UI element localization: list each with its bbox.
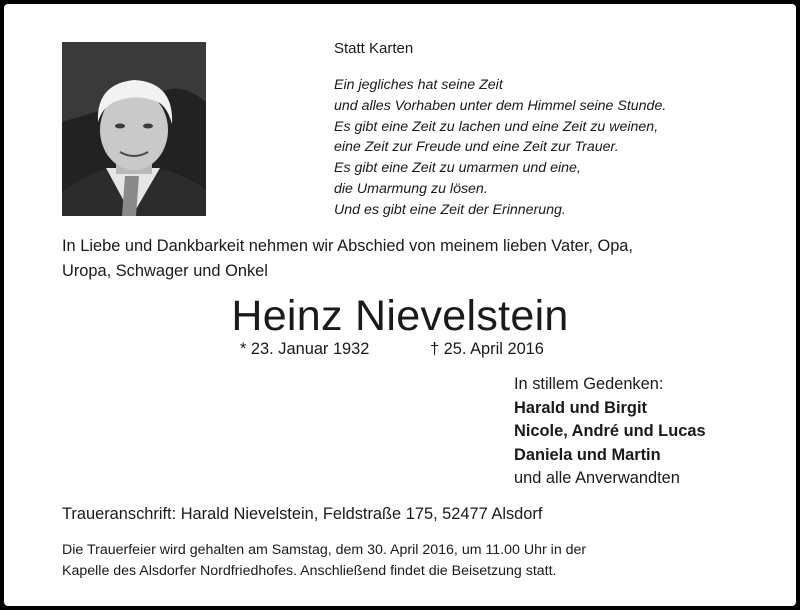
obituary-card — [4, 4, 796, 606]
deceased-name: Heinz Nievelstein — [231, 292, 569, 340]
mourners-closing: und alle Anverwandten — [514, 469, 680, 487]
poem-line: Ein jegliches hat seine Zeit — [334, 77, 503, 93]
poem-line: eine Zeit zur Freude und eine Zeit zur Trauer. — [334, 139, 619, 156]
poem-line: Und es gibt eine Zeit der Erinnerung. — [334, 201, 566, 218]
statt-karten-label: Statt Karten — [334, 40, 414, 57]
intro-line: Uropa, Schwager und Onkel — [62, 262, 268, 280]
poem-line: Es gibt eine Zeit zu umarmen und eine, — [334, 160, 581, 177]
mourning-address: Traueranschrift: Harald Nievelstein, Feldstraße 175, 52477 Alsdorf — [62, 505, 543, 523]
portrait-photo — [62, 42, 206, 216]
poem-line: die Umarmung zu lösen. — [334, 180, 488, 197]
funeral-line: Die Trauerfeier wird gehalten am Samstag, dem 30. April 2016, um 11.00 Uhr in der — [62, 542, 587, 558]
intro-line: In Liebe und Dankbarkeit nehmen wir Abschied von meinem lieben Vater, Opa, — [62, 237, 633, 255]
mourners-heading: In stillem Gedenken: — [514, 375, 664, 393]
intro-text — [62, 234, 762, 284]
portrait-illustration — [62, 42, 206, 216]
death-date: † 25. April 2016 — [430, 340, 544, 358]
funeral-notice — [62, 540, 740, 582]
birth-date: * 23. Januar 1932 — [240, 340, 370, 358]
poem-line: und alles Vorhaben unter dem Himmel seine Stunde. — [334, 97, 667, 114]
funeral-line: Kapelle des Alsdorfer Nordfriedhofes. Anschließend findet die Beisetzung statt. — [62, 563, 557, 579]
mourner-name: Harald und Birgit — [514, 398, 647, 417]
poem — [334, 75, 666, 221]
mourner-name: Nicole, André und Lucas — [514, 422, 706, 440]
mourners-block — [514, 373, 706, 491]
mourner-name: Daniela und Martin — [514, 445, 661, 464]
poem-line: Es gibt eine Zeit zu lachen und eine Zeit zu weinen, — [334, 118, 659, 135]
